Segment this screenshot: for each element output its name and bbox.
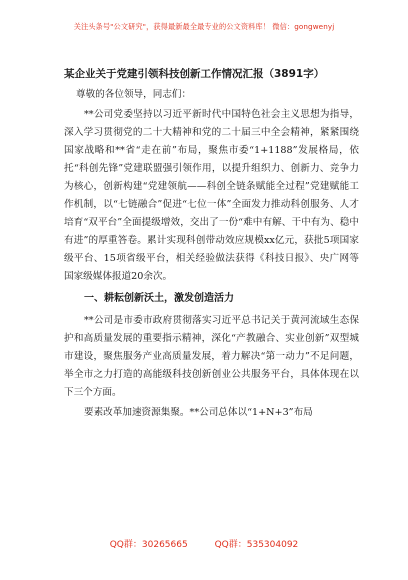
section-heading: 一、耕耘创新沃土，激发创造活力 <box>84 293 234 304</box>
document-title: 某企业关于党建引领科技创新工作情况汇报（3891字） <box>64 68 325 80</box>
paragraph: 要素改革加速资源集聚。**公司总体以“1+N+3”布局 <box>84 407 313 418</box>
top-banner: 关注头条号"公文研究"，获得最新最全最专业的公文资料库！ 微信：gongwenyj <box>73 22 335 31</box>
salutation: 尊敬的各位领导，同志们： <box>76 89 192 100</box>
qq-group-2: QQ群：535304092 <box>214 540 299 550</box>
paragraph: **公司党委坚持以习近平新时代中国特色社会主义思想为指导，深入学习贯彻党的二十大精神和党的二十届三中全会精神，紧紧围绕国家战略和**省“走在前”布局，聚焦市委“1+1188”发展格局，依托“科创先锋”党建联盟强引领作用，以提升组织力、创新力、竞争力为核心，创新构建“党建领航——科创全链条赋能全过程”党建赋能工作机制，以“七链融合”促进“七位一体”全面发力推动科创服务、人才培育“双平台”全面提级增效，交出了一份“难中有解、干中有为、稳中有进”的厚重答卷。累计实现科创带动效应规模xx亿元，获批5项国家级平台、15项省级平台，相关经验做法获得《科技日报》、央广网等国家级媒体报道20余次。 <box>64 109 359 282</box>
paragraph: **公司是市委市政府贯彻落实习近平总书记关于黄河流域生态保护和高质量发展的重要指示精神，深化“产教融合、实业创新”双型城市建设，聚焦服务产业高质量发展，着力解决“第一动力”不足问题，举全市之力打造的高能级科技创新创业公共服务平台，具体体现在以下三个方面。 <box>64 315 359 398</box>
qq-group-1: QQ群：30265665 <box>109 540 188 550</box>
document-body <box>64 66 359 424</box>
footer-contact <box>0 537 408 550</box>
